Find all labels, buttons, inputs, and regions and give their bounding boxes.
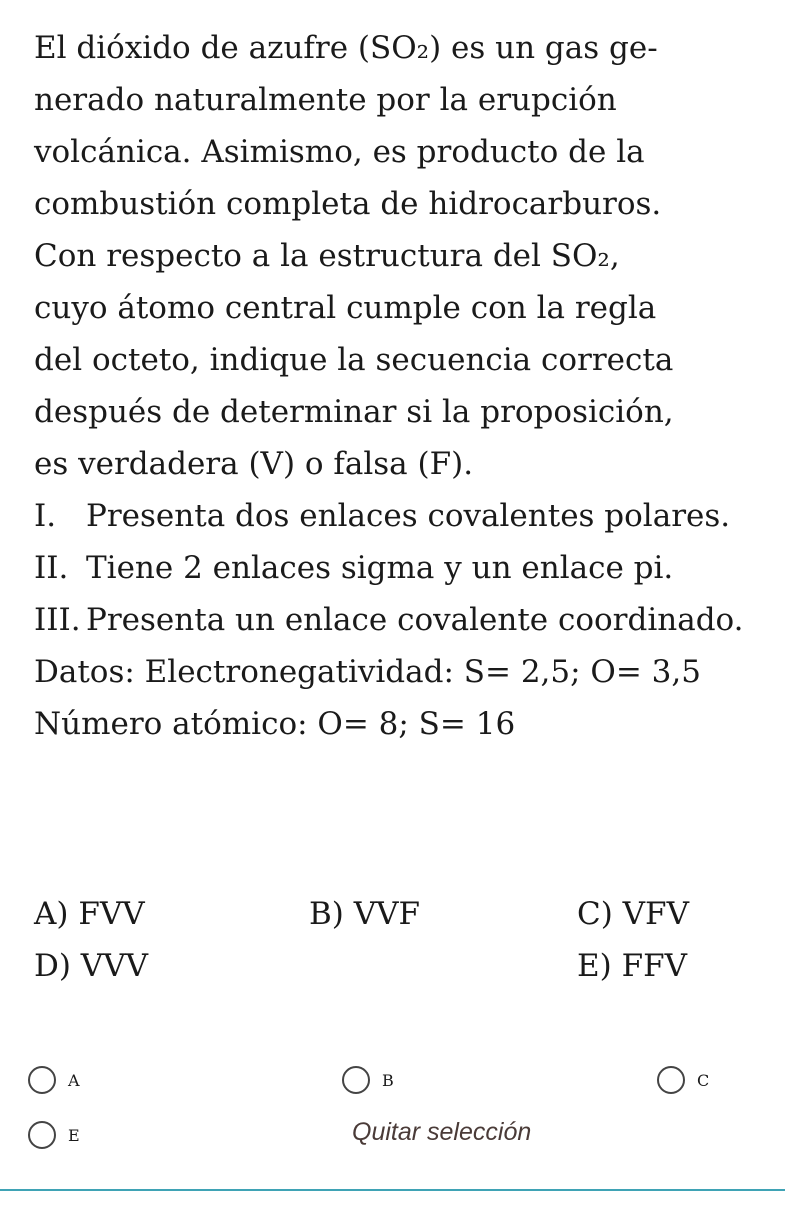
stem-line: volcánica. Asimismo, es producto de la <box>34 134 645 170</box>
answer-b: B) VVF <box>309 896 421 932</box>
stem-line: del octeto, indique la secuencia correcta <box>34 342 674 378</box>
stem-line: El dióxido de azufre (SO₂) es un gas ge- <box>34 30 658 66</box>
radio-label: B <box>382 1070 394 1090</box>
radio-option-e[interactable] <box>28 1121 80 1149</box>
radio-button[interactable] <box>28 1121 56 1149</box>
answer-row <box>34 940 749 992</box>
data-electronegativity: Datos: Electronegatividad: S= 2,5; O= 3,5 <box>34 654 701 690</box>
answer-e: E) FFV <box>577 948 687 984</box>
question-stem <box>34 22 749 490</box>
question-block <box>34 22 749 750</box>
radio-button[interactable] <box>342 1066 370 1094</box>
stem-line: Con respecto a la estructura del SO₂, <box>34 238 620 274</box>
proposition-1 <box>34 490 749 542</box>
radio-option-a[interactable] <box>28 1066 80 1094</box>
proposition-3 <box>34 594 749 646</box>
radio-option-b[interactable] <box>342 1066 394 1094</box>
clear-selection-link[interactable]: Quitar selección <box>352 1118 532 1146</box>
radio-label: A <box>68 1070 80 1090</box>
answer-d: D) VVV <box>34 948 148 984</box>
answer-a: A) FVV <box>34 896 145 932</box>
bottom-divider <box>0 1189 785 1191</box>
stem-line: cuyo átomo central cumple con la regla <box>34 290 657 326</box>
stem-line: combustión completa de hidrocarburos. <box>34 186 662 222</box>
radio-label: E <box>68 1125 80 1145</box>
stem-line: nerado naturalmente por la erupción <box>34 82 617 118</box>
proposition-number: II. <box>34 550 69 586</box>
proposition-text: Presenta dos enlaces covalentes polares. <box>86 498 731 534</box>
answer-choices <box>34 888 749 992</box>
proposition-2 <box>34 542 749 594</box>
radio-button[interactable] <box>657 1066 685 1094</box>
data-atomic-number: Número atómico: O= 8; S= 16 <box>34 706 516 742</box>
proposition-text: Tiene 2 enlaces sigma y un enlace pi. <box>86 550 674 586</box>
proposition-text: Presenta un enlace covalente coordinado. <box>86 602 744 638</box>
radio-button[interactable] <box>28 1066 56 1094</box>
radio-label: C <box>697 1070 710 1090</box>
radio-option-c[interactable] <box>657 1066 709 1094</box>
answer-row <box>34 888 749 940</box>
proposition-number: III. <box>34 602 81 638</box>
stem-line: es verdadera (V) o falsa (F). <box>34 446 474 482</box>
proposition-number: I. <box>34 498 57 534</box>
stem-line: después de determinar si la proposición, <box>34 394 674 430</box>
answer-c: C) VFV <box>577 896 689 932</box>
